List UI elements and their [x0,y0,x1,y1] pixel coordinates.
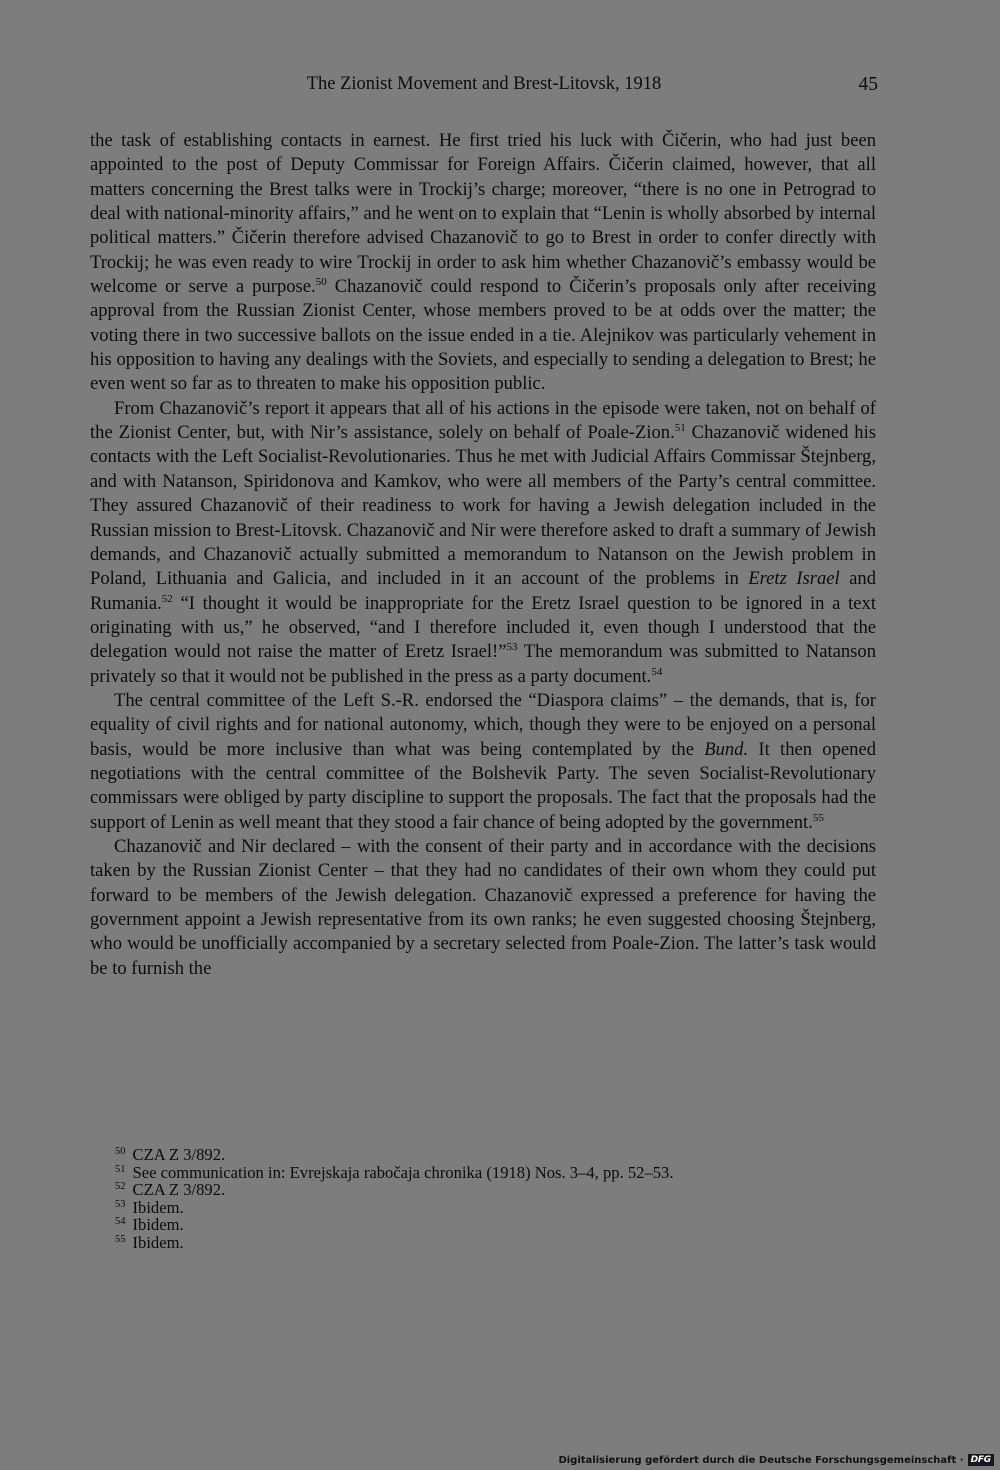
footnote-text: Ibidem. [132,1197,184,1217]
body-text [90,129,876,981]
footnote-number: 53 [115,1198,126,1210]
running-title: The Zionist Movement and Brest-Litovsk, 1918 [306,74,662,94]
body-paragraph [90,835,876,981]
dfg-logo: DFG [968,1454,994,1466]
footnote [115,1181,815,1199]
text-run: the task of establishing contacts in earnest. He first tried his luck with Čičerin, who had just been appointed to the post of Deputy Commissar for Foreign Affairs. Čičerin claimed, however, that all matters concerning the Brest talks were in Trockij’s charge; moreover, “there is no one in Petrograd to deal with national-minority affairs,” and he went on to explain that “Lenin is wholly absorbed by internal political matters.” Čičerin therefore advised Chazanovič to go to Brest in order to confer directly with Trockij; he was even ready to wire Trockij in order to ask him whether Chazanovič’s embassy would be welcome or serve a purpose. [90,130,876,298]
footnote [115,1199,815,1217]
running-head [90,74,878,100]
footnote-reference: 55 [812,811,824,824]
italic-text: Eretz Israel [748,568,840,590]
page-number: 45 [858,74,878,95]
text-run: and Rumania. [90,568,876,614]
footnote-number: 52 [115,1181,126,1193]
footnote-text: CZA Z 3/892. [132,1145,226,1164]
footnote-reference: 52 [161,592,173,605]
footnote-reference: 54 [651,665,663,678]
body-paragraph [90,689,876,835]
text-run: It then opened negotiations with the central committee of the Bolshevik Party. The seven Socialist-Revolutionary commissars were obliged by party discipline to support the proposals. The fact that the proposals had the support of Lenin as well meant that they stood a fair chance of being adopted by the government. [90,738,876,833]
text-run: The central committee of the Left S.-R. endorsed the “Diaspora claims” – the demands, that is, for equality of civil rights and for national autonomy, which, though they were to be enjoyed on a personal basis, would be more inclusive than what was being contemplated by the [90,689,876,760]
text-run: Chazanovič and Nir declared – with the consent of their party and in accordance with the decisions taken by the Russian Zionist Center – that they had no candidates of their own whom they could put forward to be members of the Jewish delegation. Chazanovič expressed a preference for having the government appoint a Jewish representative from its own ranks; he even suggested choosing Štejnberg, who would be unofficially accompanied by a secretary selected from Poale-Zion. The latter’s task would be to furnish the [90,835,876,979]
footnote-reference: 51 [674,422,686,435]
footnote-reference: 53 [506,641,518,654]
footnote [115,1146,815,1164]
footnote-number: 51 [115,1163,126,1175]
footnote-text: Ibidem. [132,1215,184,1235]
footnote-reference: 50 [315,276,327,289]
text-run: Chazanovič could respond to Čičerin’s proposals only after receiving approval from the Russian Zionist Center, whose members proved to be at odds over the matter; the voting there in two successive ballots on the issue ended in a tie. Alejnikov was particularly vehement in his opposition to having any dealings with the Soviets, and especially to sending a delegation to Brest; he even went so far as to threaten to make his opposition public. [90,276,876,395]
italic-text: Bund. [704,738,749,760]
body-paragraph [90,129,876,397]
funding-notice-text: Digitalisierung gefördert durch die Deutsche Forschungsgemeinschaft · [558,1454,964,1466]
text-run: “I thought it would be inappropriate for the Eretz Israel question to be ignored in a text originating with us,” he observed, “and I therefore included it, even though I understood that the delegation would not raise the matter of Eretz Israel!” [90,592,876,663]
text-run: The memorandum was submitted to Natanson privately so that it would not be published in the press as a party document. [90,641,876,687]
footnotes [115,1146,815,1252]
footnote-text: CZA Z 3/892. [132,1180,226,1200]
footnote-text: See communication in: Evrejskaja rabočaja chronika (1918) Nos. 3–4, pp. 52–53. [132,1162,674,1182]
footnote [115,1216,815,1234]
footnote-number: 55 [115,1233,126,1245]
text-run: Chazanovič widened his contacts with the Left Socialist-Revolutionaries. Thus he met with Judicial Affairs Commissar Štejnberg, and with Natanson, Spiridonova and Kamkov, who were all members of the Party’s central committee. They assured Chazanovič of their readiness to work for having a Jewish delegation included in the Russian mission to Brest-Litovsk. Chazanovič and Nir were therefore asked to draft a summary of Jewish demands, and Chazanovič actually submitted a memorandum to Natanson on the Jewish problem in Poland, Lithuania and Galicia, and included in it an account of the problems in [90,422,876,590]
footnote-number: 50 [115,1146,126,1157]
footnote [115,1164,815,1182]
text-run: From Chazanovič’s report it appears that all of his actions in the episode were taken, not on behalf of the Zionist Center, but, with Nir’s assistance, solely on behalf of Poale-Zion. [90,397,876,444]
footnote-number: 54 [115,1216,126,1228]
funding-notice [558,1454,994,1466]
body-paragraph [90,397,876,689]
footnote-text: Ibidem. [132,1232,184,1252]
footnote [115,1234,815,1252]
